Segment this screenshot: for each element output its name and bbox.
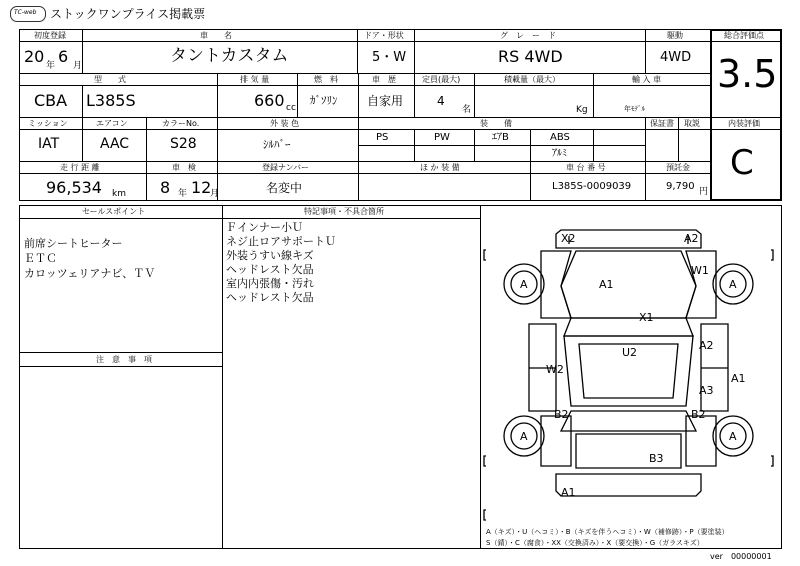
note-2: ネジ止ロアサポートＵ bbox=[226, 235, 336, 248]
label-drive: 駆動 bbox=[667, 31, 683, 40]
version: ver 00000001 bbox=[710, 552, 772, 561]
mark-a-wheel-fl: A bbox=[520, 278, 528, 291]
legend-line-2: S（錆）・C（腐食）・XX（交換済み）・X（要交換）・G（ガラスキズ） bbox=[486, 539, 704, 547]
label-inspection: 車 検 bbox=[172, 163, 196, 172]
label-color-no: カラーNo. bbox=[162, 119, 200, 128]
label-usage: 車 歴 bbox=[372, 75, 396, 84]
sales-point-3: カロッツェリアナビ、ＴＶ bbox=[24, 267, 156, 280]
rear-bumper bbox=[556, 474, 701, 496]
rear-hatch bbox=[576, 434, 681, 468]
mark-w1: W1 bbox=[691, 264, 709, 277]
mark-a3: A3 bbox=[699, 384, 714, 397]
sales-points-heading: セールスポイント bbox=[82, 207, 146, 216]
mark-a-wheel-rr: A bbox=[729, 430, 737, 443]
color-no: S28 bbox=[170, 136, 197, 152]
label-chassis-no: 車 台 番 号 bbox=[566, 163, 606, 172]
mark-b3: B3 bbox=[649, 452, 664, 465]
overall-score: 3.5 bbox=[717, 52, 778, 96]
label-reg-number: 登録ナンバー bbox=[262, 163, 310, 172]
label-door-shape: ドア・形状 bbox=[364, 31, 404, 40]
label-capacity: 定員(最大) bbox=[422, 75, 461, 84]
chassis-no: L385S-0009039 bbox=[552, 181, 632, 192]
label-other-equipment: ほ か 装 備 bbox=[420, 163, 460, 172]
equipment-alloy: ｱﾙﾐ bbox=[552, 148, 567, 159]
door-shape: 5・W bbox=[372, 50, 407, 65]
model-prefix: CBA bbox=[34, 91, 68, 110]
drive: 4WD bbox=[660, 50, 692, 65]
mileage-unit: km bbox=[112, 189, 126, 199]
right-front-fender bbox=[686, 251, 716, 318]
model: L385S bbox=[86, 91, 136, 110]
label-overall-score: 総合評価点 bbox=[724, 31, 764, 40]
right-rear-quarter bbox=[686, 416, 716, 466]
logo-text: TC-web bbox=[14, 9, 37, 16]
mark-w2: W2 bbox=[546, 363, 564, 376]
import-note: 年ﾓﾃﾞﾙ bbox=[624, 105, 645, 113]
hood bbox=[561, 251, 696, 318]
mark-x1: X1 bbox=[639, 311, 654, 324]
interior-score: C bbox=[730, 143, 754, 183]
label-equipment: 装 備 bbox=[480, 119, 512, 128]
mission: IAT bbox=[38, 136, 60, 152]
mark-a-wheel-fr: A bbox=[729, 278, 737, 291]
notes-heading: 特記事項・不具合箇所 bbox=[304, 207, 384, 216]
label-manual: 取説 bbox=[684, 119, 700, 128]
sales-point-1: 前席シートヒーター bbox=[24, 237, 123, 250]
reg-number: 名変中 bbox=[266, 181, 303, 195]
capacity-unit: 名 bbox=[462, 105, 472, 115]
deposit-unit: 円 bbox=[699, 187, 709, 197]
label-model: 型 式 bbox=[94, 75, 126, 84]
mark-a1-side: A1 bbox=[731, 372, 746, 385]
inspection-month-unit: 月 bbox=[210, 189, 220, 199]
note-6: ヘッドレスト欠品 bbox=[226, 291, 314, 304]
label-fuel: 燃 料 bbox=[314, 75, 338, 84]
label-first-reg: 初度登録 bbox=[34, 31, 66, 40]
load-unit: Kg bbox=[576, 105, 588, 115]
label-load: 積載量（最大） bbox=[504, 75, 560, 84]
first-reg-year-unit: 年 bbox=[46, 61, 56, 71]
note-3: 外装うすい線キズ bbox=[226, 249, 314, 262]
mark-a1-hood: A1 bbox=[599, 278, 614, 291]
first-reg-month: 6 bbox=[58, 47, 69, 66]
note-1: Ｆインナー小Ｕ bbox=[226, 221, 303, 234]
label-deposit: 預託金 bbox=[666, 163, 690, 172]
legend-line-1: A（キズ）・U（ヘコミ）・B（キズを伴うヘコミ）・W（補修跡）・P（要塗装） bbox=[486, 528, 729, 536]
displacement-unit: cc bbox=[286, 103, 296, 113]
page-title: ストックワンプライス掲載票 bbox=[50, 7, 206, 21]
displacement: 660 bbox=[254, 91, 285, 110]
mark-a2-right: A2 bbox=[699, 339, 714, 352]
deposit: 9,790 bbox=[666, 181, 695, 192]
mark-a1-rear: A1 bbox=[561, 486, 576, 499]
label-mission: ミッション bbox=[28, 119, 68, 128]
fuel: ｶﾞｿﾘﾝ bbox=[310, 94, 338, 107]
caution-heading: 注 意 事 項 bbox=[96, 355, 152, 364]
inspection-year: 8 bbox=[160, 178, 171, 197]
equipment-ps: PS bbox=[376, 132, 389, 143]
sales-point-2: ＥＴＣ bbox=[24, 252, 57, 265]
mark-a-wheel-rl: A bbox=[520, 430, 528, 443]
mark-b2-left: B2 bbox=[554, 408, 569, 421]
logo bbox=[10, 6, 46, 22]
mark-a2-front: A2 bbox=[684, 232, 699, 245]
label-interior-score: 内装評価 bbox=[728, 119, 760, 128]
label-car-name: 車 名 bbox=[200, 31, 232, 40]
label-aircon: エアコン bbox=[96, 119, 128, 128]
aircon: AAC bbox=[100, 136, 130, 152]
note-4: ヘッドレスト欠品 bbox=[226, 263, 314, 276]
left-front-fender bbox=[541, 251, 571, 318]
car-name: タントカスタム bbox=[170, 46, 289, 66]
label-import: 輸 入 車 bbox=[632, 75, 662, 84]
equipment-pw: PW bbox=[434, 132, 450, 143]
mileage: 96,534 bbox=[46, 178, 102, 197]
front-bumper bbox=[556, 230, 701, 248]
mark-x2: X2 bbox=[561, 232, 576, 245]
inspection-year-unit: 年 bbox=[178, 189, 188, 199]
mark-u2: U2 bbox=[622, 346, 638, 359]
label-warranty: 保証書 bbox=[650, 119, 674, 128]
exterior-color: ｼﾙﾊﾞｰ bbox=[263, 138, 291, 151]
first-reg-year: 20 bbox=[24, 47, 45, 66]
first-reg-month-unit: 月 bbox=[73, 61, 83, 71]
note-5: 室内内張傷・汚れ bbox=[226, 277, 314, 290]
equipment-airbag: ｴｱB bbox=[492, 132, 509, 143]
equipment-abs: ABS bbox=[550, 132, 570, 143]
grade: RS 4WD bbox=[498, 47, 563, 66]
label-mileage: 走 行 距 離 bbox=[60, 163, 100, 172]
mark-b2-right: B2 bbox=[691, 408, 706, 421]
capacity: 4 bbox=[437, 94, 445, 108]
label-exterior-color: 外 装 色 bbox=[270, 119, 300, 128]
car-damage-diagram bbox=[481, 206, 781, 526]
label-grade: グ レ ー ド bbox=[500, 31, 556, 40]
inspection-month: 12 bbox=[191, 178, 212, 197]
label-displacement: 排 気 量 bbox=[240, 75, 270, 84]
usage: 自家用 bbox=[367, 94, 404, 108]
left-rear-quarter bbox=[541, 416, 571, 466]
